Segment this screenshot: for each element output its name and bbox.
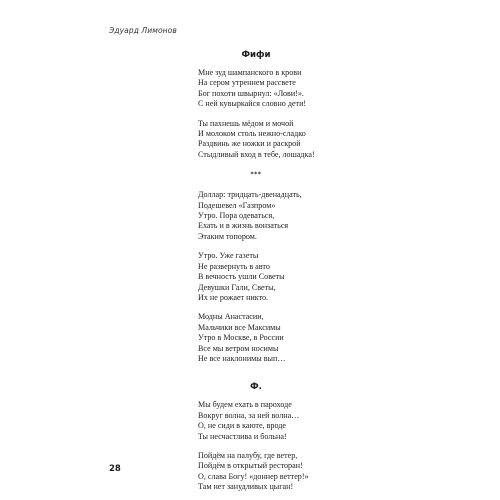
verse-line: Пойдём в открытый ресторан!: [198, 461, 303, 471]
verse-line: Не все наклонимы вып…: [198, 353, 286, 363]
stanza: [198, 451, 398, 493]
verse-line: Их не рожает никто.: [198, 292, 269, 302]
poem-title-f: Ф.: [250, 382, 262, 393]
verse-line: Ты несчастлива и больна!: [198, 431, 287, 441]
running-head: Эдуард Лимонов: [109, 26, 177, 35]
verse-line: Утро. Пора одеваться,: [198, 211, 275, 221]
verse-line: О, не сиди в каюте, вроде: [198, 421, 286, 431]
verse-line: Мне зуд шампанского в крови: [198, 68, 302, 77]
verse-line: Ты пахнешь мёдом и мочой: [198, 118, 294, 128]
verse-line: Ехать и в жизнь вонзаться: [198, 221, 289, 231]
verse-line: В вечность ушли Советы: [198, 272, 285, 282]
verse-line: Мальчики все Максимы: [198, 322, 281, 332]
verse-line: Этаким топором.: [198, 231, 257, 241]
verse-line: Утро в Москве, в России: [198, 333, 284, 343]
verse-line: Все мы ветром носимы: [198, 343, 279, 353]
poem-column: [198, 50, 398, 500]
stanza: [198, 400, 398, 442]
verse-line: На сером утреннем рассвете: [198, 78, 296, 88]
page-number: 28: [109, 464, 121, 474]
verse-line: Мы будем ехать в пароходе: [198, 400, 292, 410]
stanza: [198, 190, 398, 242]
verse-line: Утро. Уже газеты: [198, 251, 259, 261]
poem-title-fifi: Фифи: [241, 50, 271, 60]
stanza: [198, 119, 398, 161]
verse-line: Не развернуть в авто: [198, 261, 270, 271]
verse-line: С ней кувыркайся словно дети!: [198, 99, 307, 109]
verse-line: Доллар: тридцать-двенадцать,: [198, 190, 302, 200]
verse-line: Бог похоти швырнул: «Лови!».: [198, 88, 304, 98]
verse-line: Вокруг волна, за ней волна…: [198, 410, 300, 420]
verse-line: Раздвинь же ножки и раскрой: [198, 139, 301, 149]
section-separator: ***: [250, 171, 262, 179]
verse-line: Пойдём на палубу, где ветер,: [198, 450, 298, 460]
stanza: [198, 251, 398, 303]
verse-line: Подешевел «Газпром»: [198, 200, 276, 210]
verse-line: Модны Анастасии,: [198, 312, 264, 322]
stanza: [198, 68, 398, 110]
verse-line: Девушки Гали, Светы,: [198, 282, 276, 292]
verse-line: Стыдливый вход в тебе, лошадка!: [198, 149, 315, 159]
verse-line: О, слава Богу! «доннер веттер!»: [198, 471, 309, 481]
verse-line: И молоком столь нежно-сладко: [198, 129, 306, 139]
verse-line: Там нет занудливых цыган!: [198, 482, 294, 492]
stanza: [198, 312, 398, 364]
